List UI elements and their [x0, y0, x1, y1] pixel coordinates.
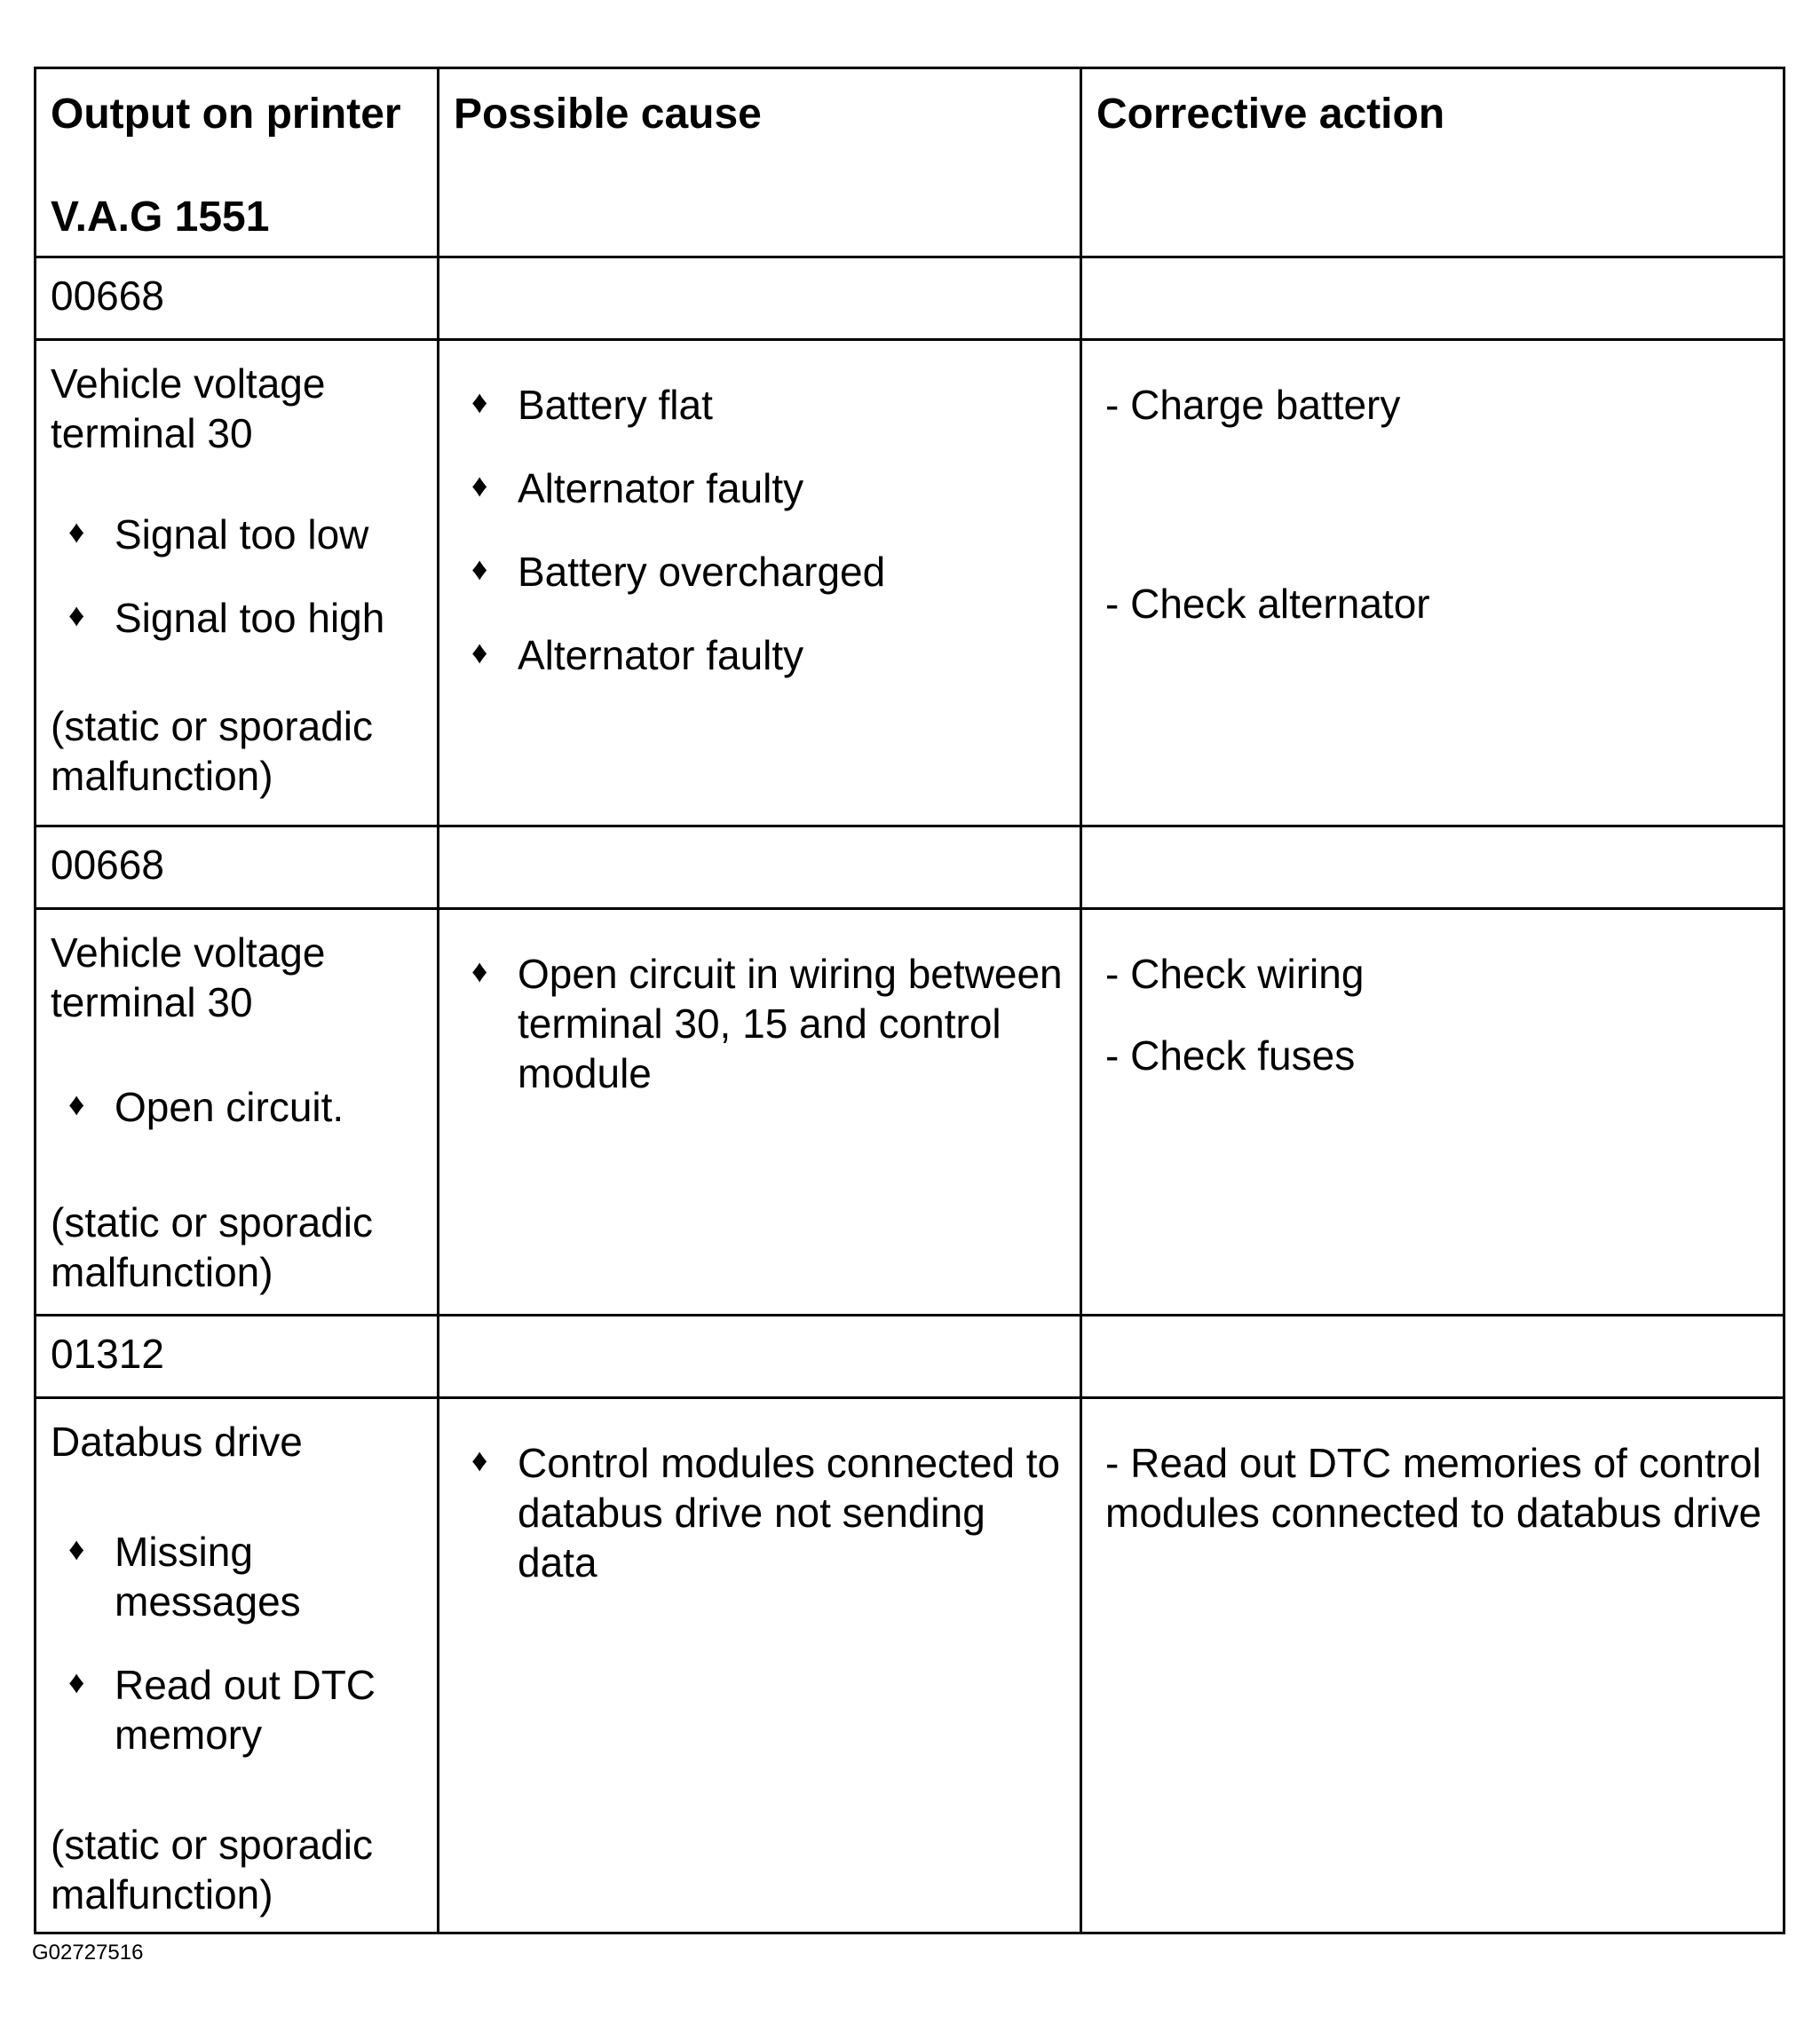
header-col1-line2: V.A.G 1551	[51, 194, 270, 241]
header-possible-cause	[439, 68, 1081, 257]
action-text: - Check fuses	[1105, 1032, 1356, 1079]
output-bullet-text: Open circuit.	[115, 1084, 344, 1130]
dtc-code: 00668	[51, 273, 164, 319]
cause-text: Alternator faulty	[518, 632, 804, 678]
diamond-bullet-icon: ♦	[68, 597, 85, 633]
dtc-table-container	[34, 67, 1783, 1934]
list-item	[68, 1660, 426, 1759]
table-row-code	[36, 257, 1784, 340]
code-cell	[36, 826, 439, 909]
list-item	[471, 380, 1069, 430]
table-row	[36, 340, 1784, 826]
cause-text: Control modules connected to databus drive not sending data	[518, 1440, 1061, 1585]
list-item	[68, 593, 426, 643]
diamond-bullet-icon: ♦	[471, 953, 488, 989]
table-row	[36, 909, 1784, 1316]
output-cell	[36, 340, 439, 826]
header-col2-label: Possible cause	[454, 91, 762, 138]
table-row	[36, 1398, 1784, 1933]
empty-cell	[439, 826, 1081, 909]
diamond-bullet-icon: ♦	[471, 383, 488, 420]
action-cell	[1081, 1398, 1784, 1933]
output-note: (static or sporadic malfunction)	[51, 1199, 374, 1295]
table-row-code	[36, 826, 1784, 909]
empty-cell	[1081, 826, 1784, 909]
empty-cell	[439, 257, 1081, 340]
diamond-bullet-icon: ♦	[471, 550, 488, 587]
cause-cell	[439, 340, 1081, 826]
list-item	[471, 630, 1069, 680]
header-col3-label: Corrective action	[1096, 91, 1445, 138]
table-header-row	[36, 68, 1784, 257]
table-row-code	[36, 1316, 1784, 1398]
output-cell	[36, 909, 439, 1316]
output-bullet-text: Missing messages	[115, 1529, 301, 1625]
code-cell	[36, 1316, 439, 1398]
cause-text: Alternator faulty	[518, 465, 804, 511]
output-title: Vehicle voltage terminal 30	[51, 360, 326, 456]
output-note: (static or sporadic malfunction)	[51, 1822, 374, 1917]
diamond-bullet-icon: ♦	[68, 1530, 85, 1567]
action-text: - Check alternator	[1105, 581, 1430, 627]
figure-id: G02727516	[32, 1941, 144, 1965]
list-item	[471, 949, 1069, 1098]
output-title: Databus drive	[51, 1419, 303, 1465]
header-col1-line1: Output on printer	[51, 91, 401, 138]
output-bullet-text: Signal too high	[115, 595, 385, 641]
output-cell	[36, 1398, 439, 1933]
action-cell	[1081, 340, 1784, 826]
diamond-bullet-icon: ♦	[68, 1086, 85, 1122]
code-cell	[36, 257, 439, 340]
empty-cell	[1081, 257, 1784, 340]
output-note: (static or sporadic malfunction)	[51, 703, 374, 799]
empty-cell	[1081, 1316, 1784, 1398]
list-item	[68, 1082, 426, 1132]
list-item	[68, 1527, 426, 1626]
output-bullet-text: Signal too low	[115, 511, 369, 557]
cause-cell	[439, 909, 1081, 1316]
diamond-bullet-icon: ♦	[68, 513, 85, 550]
action-text: - Read out DTC memories of control modules connected to databus drive	[1105, 1440, 1762, 1536]
dtc-table	[34, 67, 1785, 1934]
list-item	[471, 547, 1069, 597]
diamond-bullet-icon: ♦	[471, 634, 488, 670]
dtc-code: 01312	[51, 1331, 164, 1377]
action-text: - Charge battery	[1105, 382, 1401, 428]
list-item	[471, 1438, 1069, 1587]
action-cell	[1081, 909, 1784, 1316]
cause-text: Battery overcharged	[518, 549, 886, 595]
dtc-code: 00668	[51, 842, 164, 888]
list-item	[471, 463, 1069, 513]
header-corrective-action	[1081, 68, 1784, 257]
header-output-on-printer	[36, 68, 439, 257]
empty-cell	[439, 1316, 1081, 1398]
output-title: Vehicle voltage terminal 30	[51, 929, 326, 1025]
cause-text: Battery flat	[518, 382, 713, 428]
diamond-bullet-icon: ♦	[471, 467, 488, 503]
action-text: - Check wiring	[1105, 951, 1365, 997]
cause-text: Open circuit in wiring between terminal 30, 15 and control module	[518, 951, 1063, 1096]
diamond-bullet-icon: ♦	[471, 1442, 488, 1478]
diamond-bullet-icon: ♦	[68, 1664, 85, 1700]
list-item	[68, 510, 426, 559]
output-bullet-text: Read out DTC memory	[115, 1662, 376, 1758]
cause-cell	[439, 1398, 1081, 1933]
